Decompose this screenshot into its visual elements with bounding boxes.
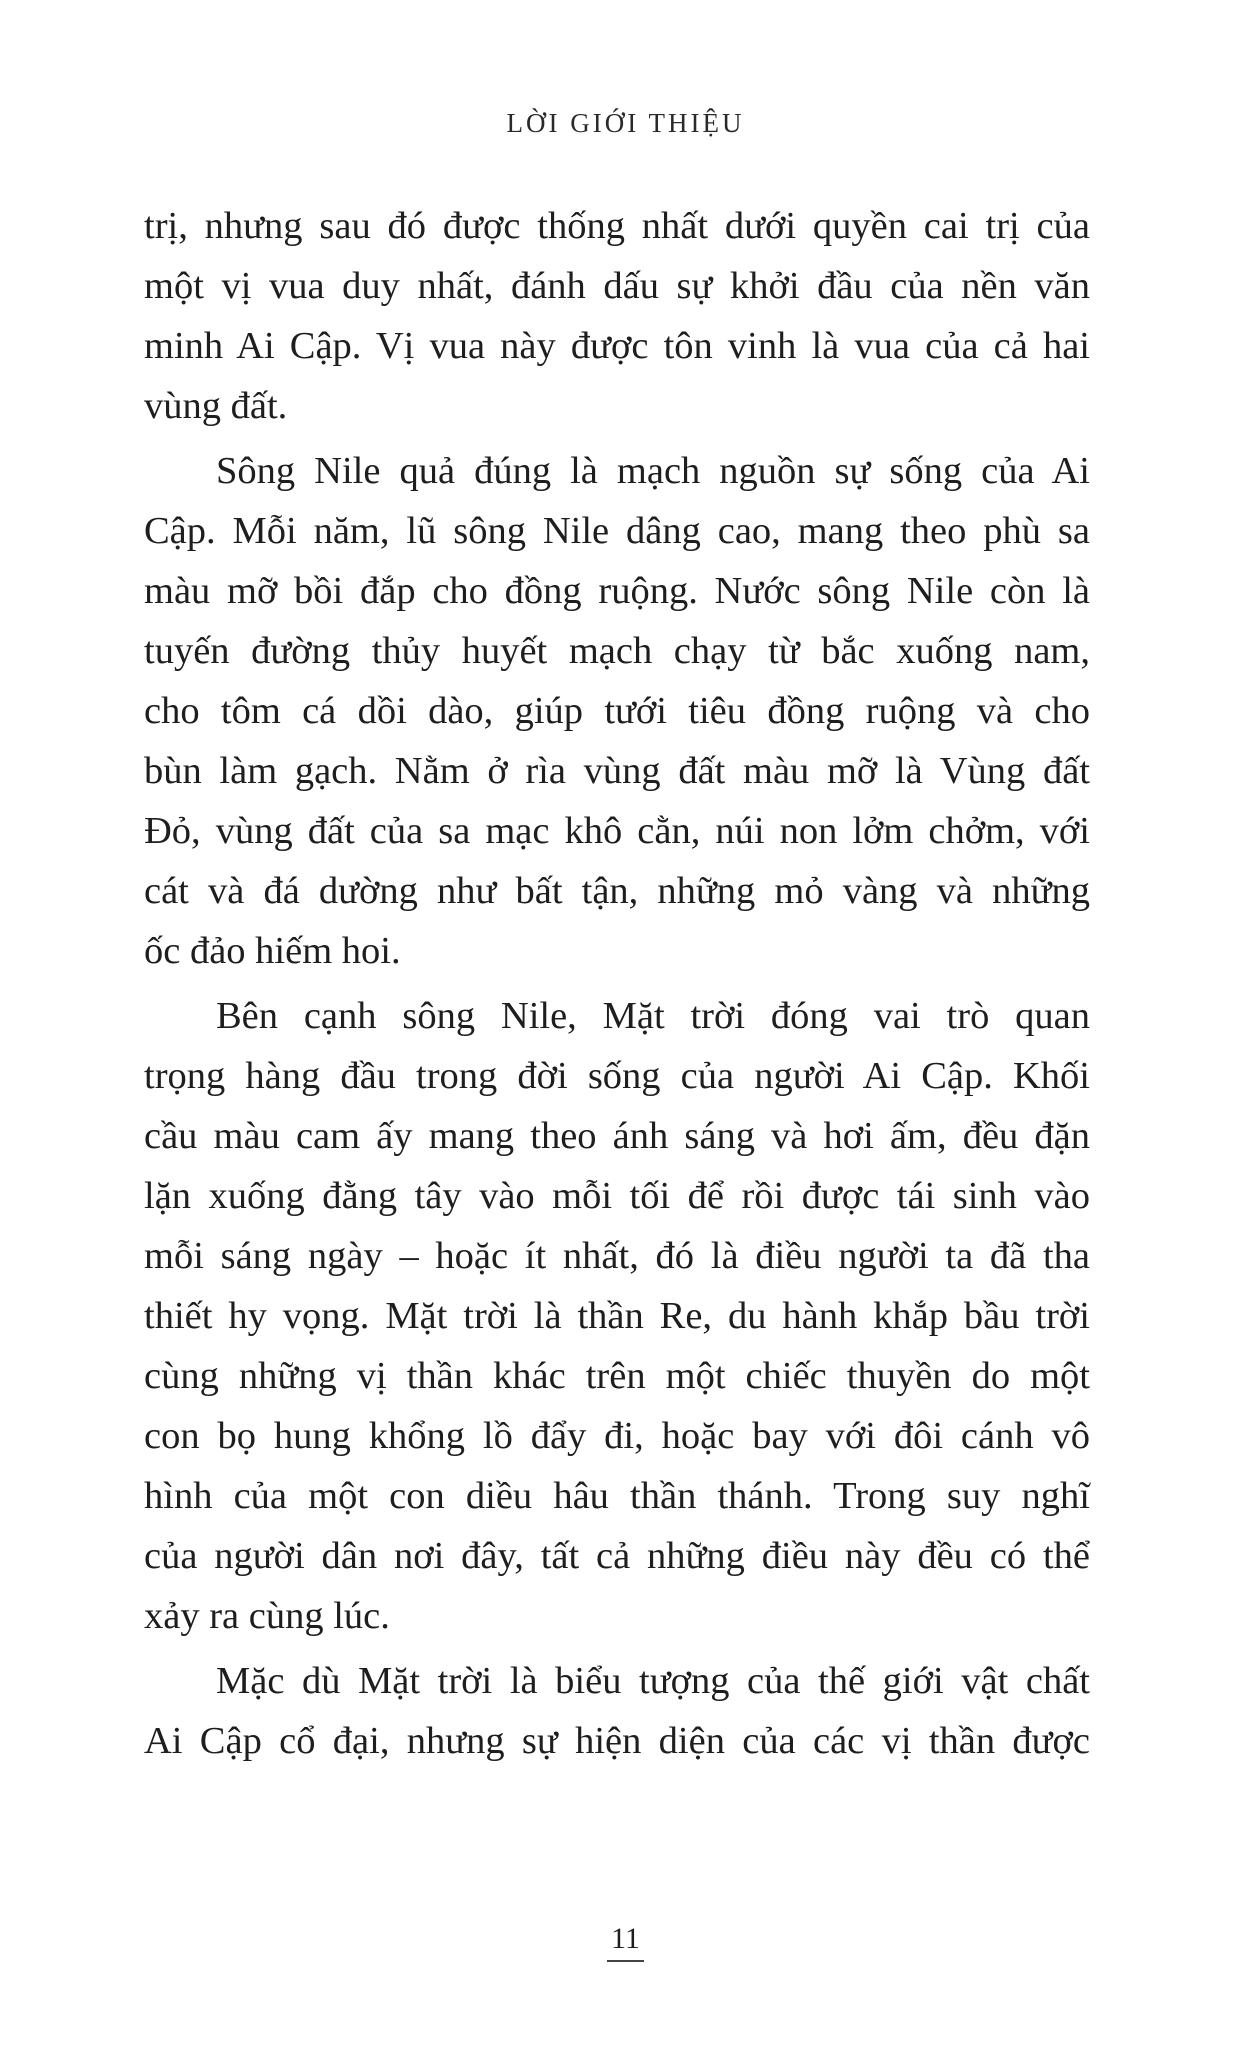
text-line: trị, nhưng sau đó được thống nhất dưới quyền cai trị của (144, 205, 1090, 247)
page-footer (0, 1922, 1251, 1962)
text-line: một vị vua duy nhất, đánh dấu sự khởi đầu của nền văn (144, 265, 1090, 307)
paragraph (144, 1651, 1090, 1771)
text-line: mỗi sáng ngày – hoặc ít nhất, đó là điều người ta đã tha (144, 1235, 1090, 1277)
text-line: bùn làm gạch. Nằm ở rìa vùng đất màu mỡ là Vùng đất (144, 750, 1090, 792)
text-line: vùng đất. (144, 385, 288, 427)
text-line: minh Ai Cập. Vị vua này được tôn vinh là vua của cả hai (144, 325, 1090, 367)
text-line: tuyến đường thủy huyết mạch chạy từ bắc xuống nam, (144, 630, 1090, 672)
text-line: Cập. Mỗi năm, lũ sông Nile dâng cao, mang theo phù sa (144, 510, 1090, 552)
text-line: Sông Nile quả đúng là mạch nguồn sự sống của Ai (216, 450, 1090, 492)
text-line: cầu màu cam ấy mang theo ánh sáng và hơi ấm, đều đặn (144, 1115, 1090, 1157)
text-line: của người dân nơi đây, tất cả những điều này đều có thể (144, 1535, 1090, 1577)
text-line: Mặc dù Mặt trời là biểu tượng của thế giới vật chất (216, 1660, 1090, 1702)
paragraph (144, 986, 1090, 1646)
page-number: 11 (607, 1922, 644, 1962)
text-line: cát và đá dường như bất tận, những mỏ vàng và những (144, 870, 1090, 912)
text-line: con bọ hung khổng lồ đẩy đi, hoặc bay với đôi cánh vô (144, 1415, 1090, 1457)
text-line: Bên cạnh sông Nile, Mặt trời đóng vai trò quan (216, 995, 1090, 1037)
text-line: hình của một con diều hâu thần thánh. Trong suy nghĩ (144, 1475, 1090, 1517)
text-line: cùng những vị thần khác trên một chiếc thuyền do một (144, 1355, 1090, 1397)
text-line: Ai Cập cổ đại, nhưng sự hiện diện của các vị thần được (144, 1720, 1090, 1762)
running-header: LỜI GIỚI THIỆU (506, 108, 745, 138)
text-line: lặn xuống đằng tây vào mỗi tối để rồi được tái sinh vào (144, 1175, 1090, 1217)
text-line: cho tôm cá dồi dào, giúp tưới tiêu đồng ruộng và cho (144, 690, 1090, 732)
text-line: xảy ra cùng lúc. (144, 1595, 390, 1637)
text-line: ốc đảo hiếm hoi. (144, 930, 401, 972)
body-text (144, 196, 1090, 1776)
paragraph (144, 196, 1090, 436)
text-line: màu mỡ bồi đắp cho đồng ruộng. Nước sông Nile còn là (144, 570, 1090, 612)
paragraph (144, 441, 1090, 981)
text-line: thiết hy vọng. Mặt trời là thần Re, du hành khắp bầu trời (144, 1295, 1090, 1337)
text-line: Đỏ, vùng đất của sa mạc khô cằn, núi non lởm chởm, với (144, 810, 1090, 852)
text-line: trọng hàng đầu trong đời sống của người Ai Cập. Khối (144, 1055, 1090, 1097)
